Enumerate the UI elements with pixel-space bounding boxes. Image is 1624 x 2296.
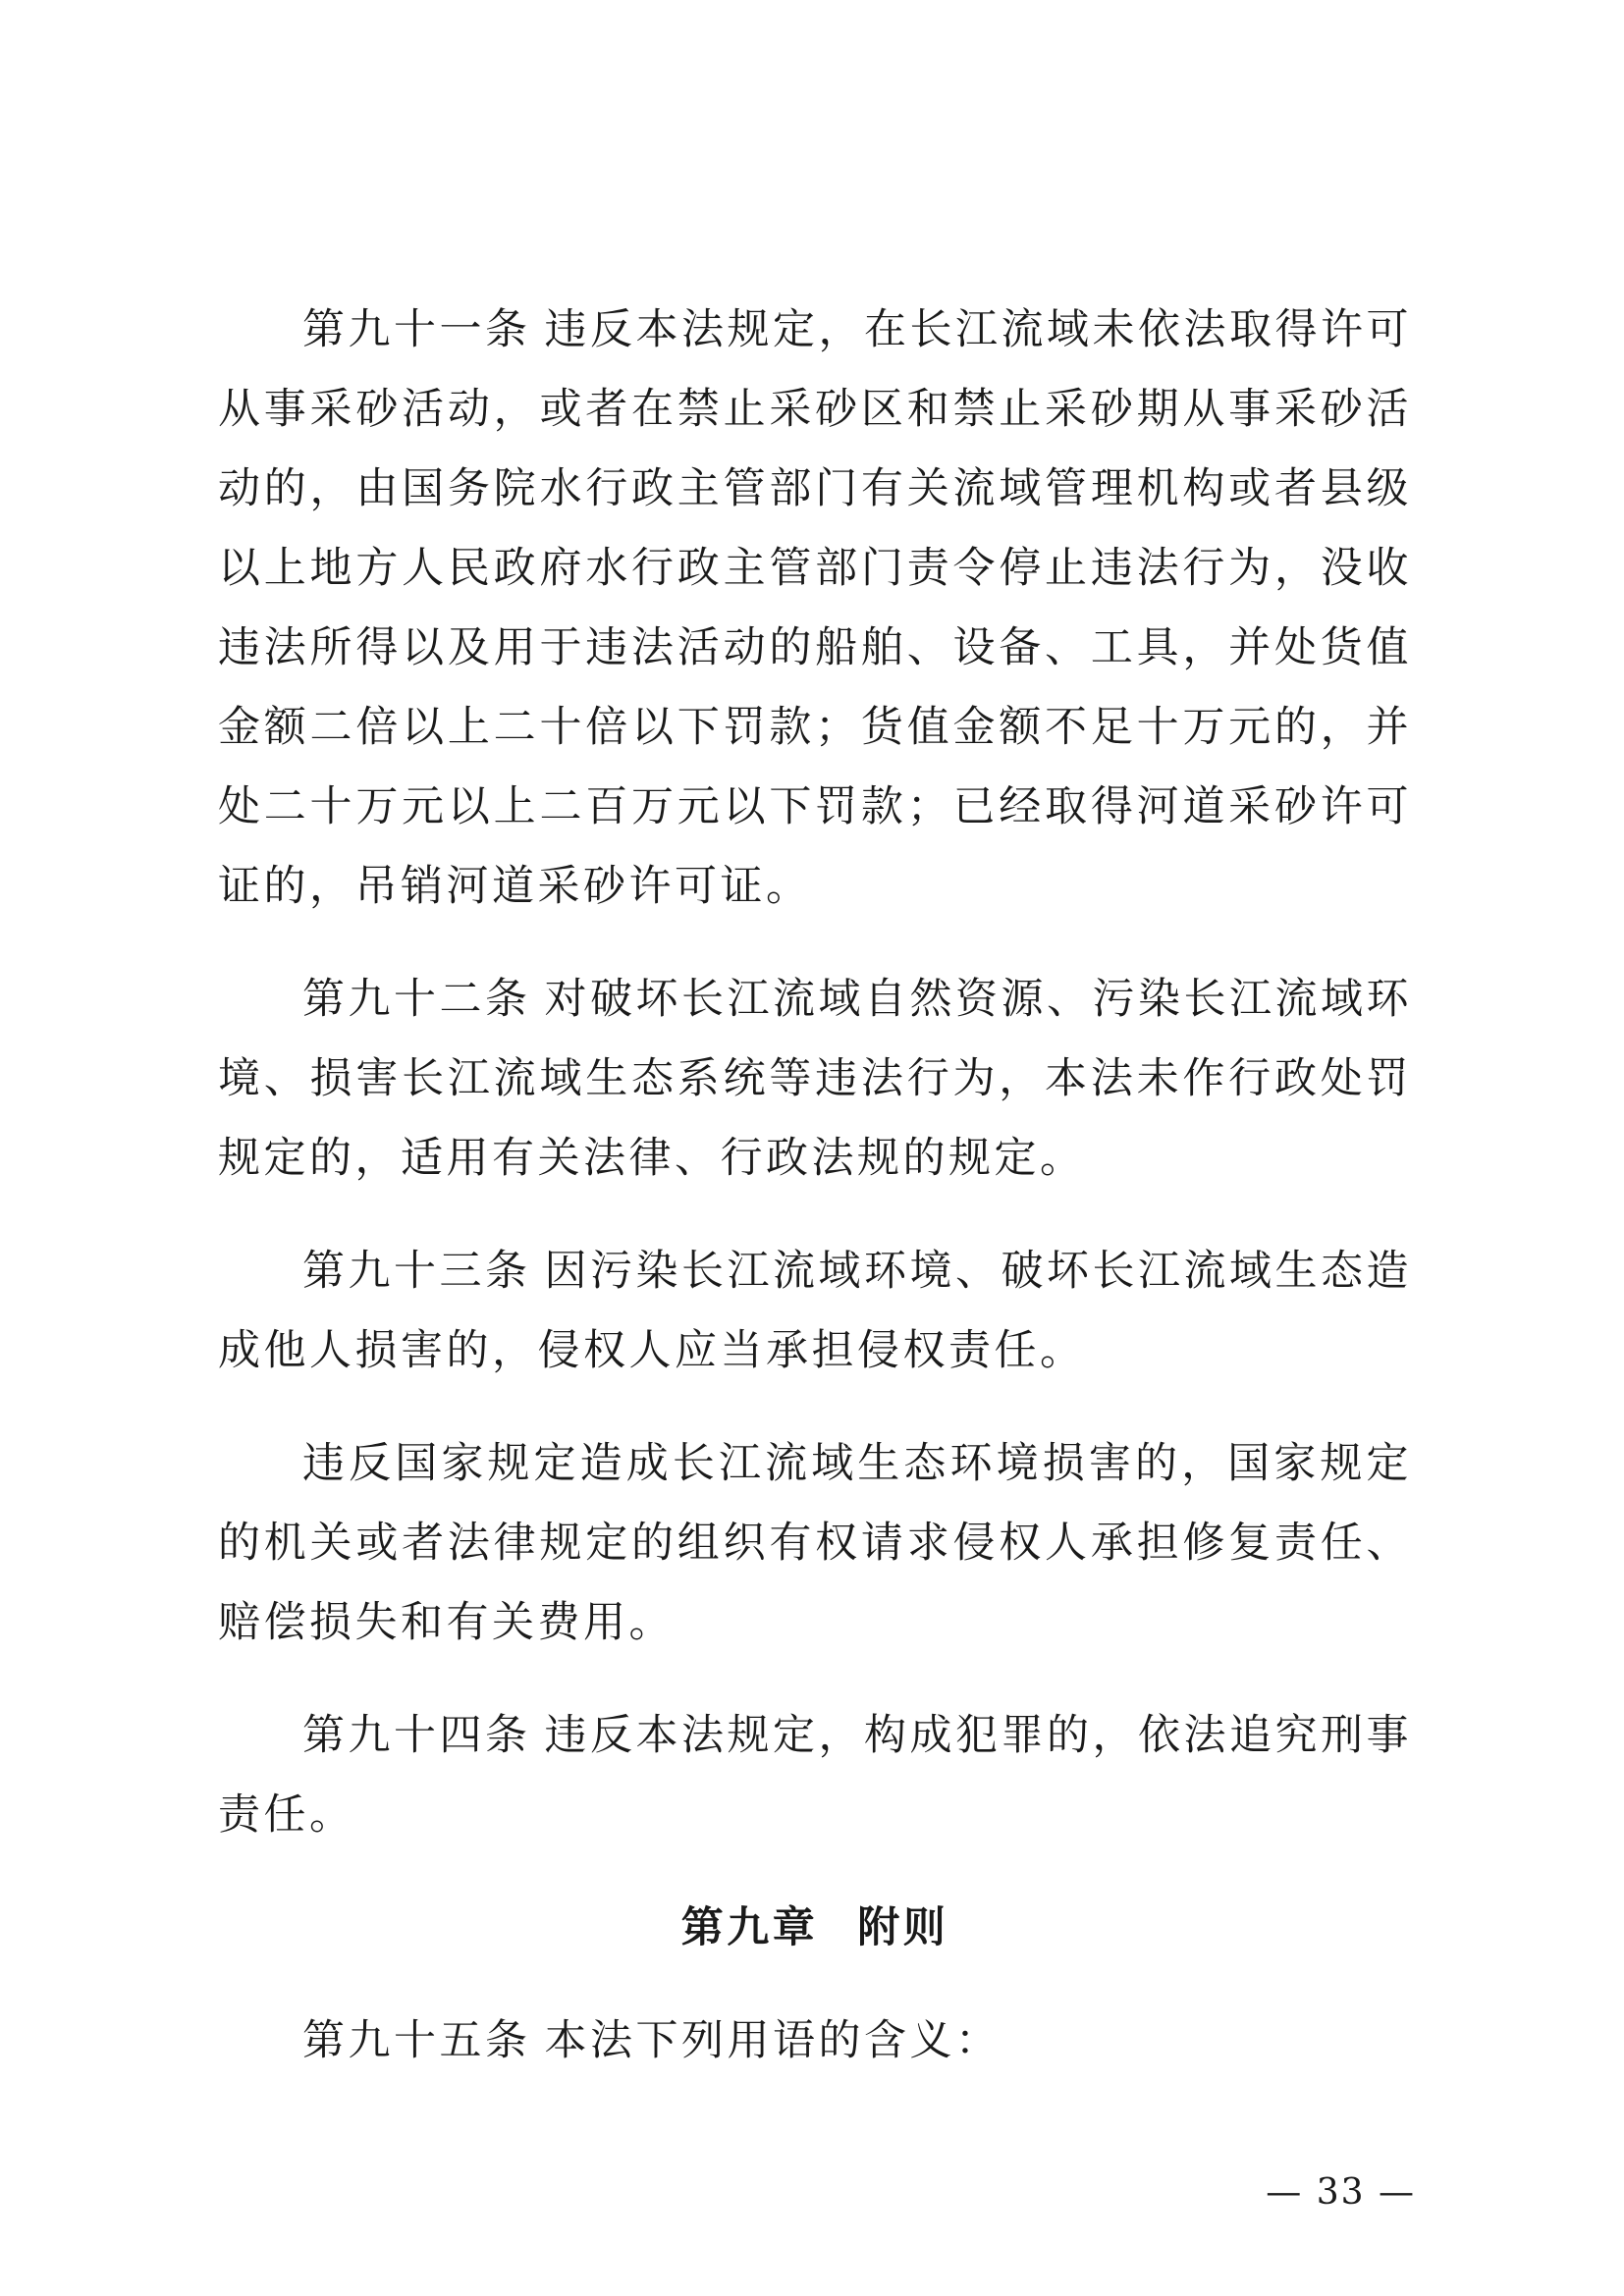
article-number: 第九十二条: [302, 975, 531, 1024]
article-93-paragraph: [218, 1232, 1412, 1391]
chapter-heading: [218, 1889, 1412, 1968]
article-91-paragraph: [218, 291, 1412, 927]
article-92-paragraph: [218, 960, 1412, 1199]
article-text: 本法下列用语的含义：: [544, 2016, 1001, 2065]
article-text: 因污染长江流域环境、破坏长江流域生态造成他人损害的，侵权人应当承担侵权责任。: [218, 1247, 1412, 1375]
chapter-title: 附则: [857, 1903, 949, 1952]
article-94-paragraph: [218, 1696, 1412, 1855]
document-body: [218, 291, 1412, 2081]
page-number: — 33 —: [1266, 2172, 1416, 2213]
article-text: 违反国家规定造成长江流域生态环境损害的，国家规定的机关或者法律规定的组织有权请求侵权人承担修复责任、赔偿损失和有关费用。: [218, 1439, 1412, 1647]
article-text: 对破坏长江流域自然资源、污染长江流域环境、损害长江流域生态系统等违法行为，本法未作行政处罚规定的，适用有关法律、行政法规的规定。: [218, 975, 1412, 1183]
article-number: 第九十五条: [302, 2016, 531, 2065]
article-number: 第九十四条: [302, 1711, 531, 1760]
article-text: 违反本法规定，构成犯罪的，依法追究刑事责任。: [218, 1711, 1412, 1840]
article-text: 违反本法规定，在长江流域未依法取得许可从事采砂活动，或者在禁止采砂区和禁止采砂期从事采砂活动的，由国务院水行政主管部门有关流域管理机构或者县级以上地方人民政府水行政主管部门责令停止违法行为，没收违法所得以及用于违法活动的船舶、设备、工具，并处货值金额二倍以上二十倍以下罚款；货值金额不足十万元的，并处二十万元以上二百万元以下罚款；已经取得河道采砂许可证的，吊销河道采砂许可证。: [218, 305, 1412, 911]
article-95-paragraph: [218, 2002, 1412, 2081]
article-93-continuation-paragraph: [218, 1424, 1412, 1663]
article-number: 第九十一条: [302, 305, 531, 354]
article-number: 第九十三条: [302, 1247, 531, 1296]
chapter-number: 第九章: [680, 1903, 819, 1952]
